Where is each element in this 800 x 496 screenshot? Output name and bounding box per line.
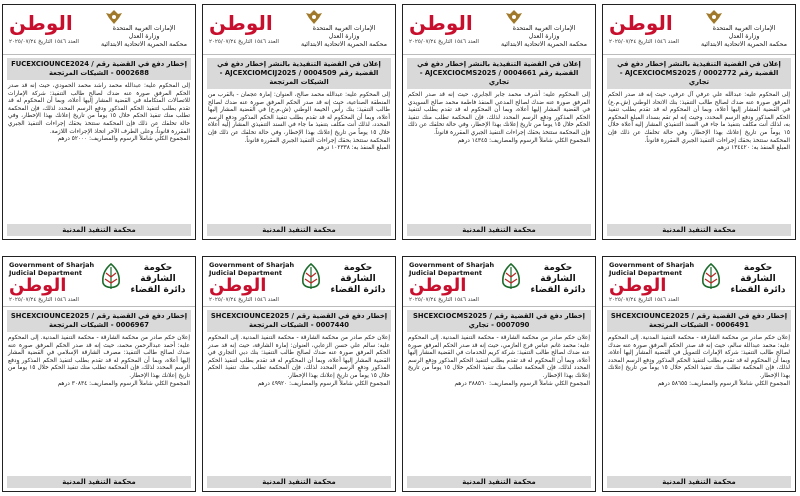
newspaper-logo: الوطن [209, 275, 267, 296]
notice-body [203, 89, 395, 239]
notice-text: إعلان حكم صادر من محكمة الشارقة - محكمة التنفيذ المدنية. إلى المحكوم عليه: سالم علي حسن الزعابي، العنوان: إمارة الشارقة، حيث إنه قد صدر الحكم المرفق صورة عنه ضدك لصالح طالب التنفيذ: بنك دبي التجاري في القضية المشار إليها أعلاه، وبما أن المحكوم له قد تقدم بطلب لتنفيذ الحكم المذكور ودفع الرسم المحدد لذلك، فإن المحكمة تطلب منك تنفيذ الحكم خلال ١٥ يوماً من تاريخ إعلانك بهذا الإخطار. [208, 335, 390, 379]
notice-amount: المجموع الكلي شاملاً الرسوم والمصاريف: ٥٢٠٠٠ درهم [57, 136, 190, 143]
sharjah-emblem-icon [299, 263, 323, 293]
newspaper-logo: الوطن [9, 11, 73, 35]
authority-name: الإمارات العربية المتحدة وزارة العدل محكمة الحمرية الاتحادية الابتدائية [301, 25, 387, 48]
newspaper-logo: الوطن [609, 275, 667, 296]
notice-text: إلى المحكوم عليه: عبدالله علي عرفي آل عرفي، حيث إنه قد صدر الحكم المرفق صورة عنه ضدك لصالح طالب التنفيذ: بنك الاتحاد الوطني (ش.م.ع) في القضية المشار إليها أعلاه، وبما أن المحكوم له قد تقدم بطلب تنفيذ الحكم المذكور ودفع الرسم المحدد، وحيث إنه لم تقم بسداد المبلغ المحكوم به، لذلك أنت مكلف بتنفيذ ما جاء في السند التنفيذي المشار إليه أعلاه خلال ١٥ يوماً من تاريخ إعلانك بهذا الإخطار، وفي حالة تخلفك عن ذلك فإن المحكمة ستتخذ بحقك إجراءات التنفيذ الجبري المقررة قانوناً. [608, 92, 790, 144]
issue-date: العدد ١٥٤٦ التاريخ ٢٠٢٥/٠٧/٢٤ [209, 39, 279, 45]
notice-header [203, 257, 395, 307]
notice-header [203, 5, 395, 55]
authority-name: الإمارات العربية المتحدة وزارة العدل محكمة الحمرية الاتحادية الابتدائية [701, 25, 787, 48]
issue-date: العدد ١٥٤٦ التاريخ ٢٠٢٥/٠٧/٢٤ [209, 297, 279, 303]
uae-emblem-icon [105, 9, 123, 25]
court-footer: محكمة التنفيذ المدنية [7, 476, 191, 488]
notice-body [603, 332, 795, 468]
issue-date: العدد ١٥٤٦ التاريخ ٢٠٢٥/٠٧/٢٤ [609, 297, 679, 303]
notice-text: إلى المحكوم عليه: عبدالله محمد راشد محمد الحمودي، حيث إنه قد صدر الحكم المرفق صورة عنه ضدك لصالح طالب التنفيذ: شركة الإمارات للاتصالات المتكاملة في القضية المشار إليها أعلاه، وبما أن المحكوم له قد تقدم بطلب لتنفيذ الحكم المذكور ودفع الرسم المحدد لذلك، فإن المحكمة تطلب منك تنفيذ الحكم خلال ١٥ يوماً من تاريخ إعلانك بهذا الإخطار، وفي حالة تخلفك عن ذلك فإن المحكمة ستتخذ بحقك إجراءات التنفيذ الجبري المقررة قانوناً، وعلى الطرف الآخر اتخاذ الإجراءات اللازمة. [8, 83, 191, 135]
notice-text: إعلان حكم صادر من محكمة الشارقة - محكمة التنفيذ المدنية. إلى المحكوم عليه: محمد غانم عباس فرج العازمي، حيث إنه قد صدر الحكم المرفق صورة عنه ضدك لصالح طالب التنفيذ: شركة كريم للخدمات في القضية المشار إليها أعلاه، وبما أن المحكوم له قد تقدم بطلب لتنفيذ الحكم المذكور ودفع الرسم المحدد لذلك، فإن المحكمة تطلب منك تنفيذ الحكم خلال ١٥ يوماً من تاريخ إعلانك بهذا الإخطار. [408, 335, 590, 379]
notice-1 [602, 4, 796, 240]
sharjah-authority-ar: حكومة الشارقة دائرة القضاء [530, 263, 586, 295]
issue-date: العدد ١٥٤٦ التاريخ ٢٠٢٥/٠٧/٢٤ [409, 297, 479, 303]
notice-amount: المجموع الكلي شاملاً الرسوم والمصاريف: ٣٨٨٥٦٠ درهم [454, 380, 590, 387]
authority-name: الإمارات العربية المتحدة وزارة العدل محكمة الحمرية الاتحادية الابتدائية [101, 25, 187, 48]
notice-header [603, 5, 795, 55]
notice-amount: المجموع الكلي شاملاً الرسوم والمصاريف: ٤٩٩٢٠ درهم [257, 380, 390, 387]
court-footer: محكمة التنفيذ المدنية [207, 224, 391, 236]
notice-header [603, 257, 795, 307]
sharjah-authority-ar: حكومة الشارقة دائرة القضاء [730, 263, 786, 295]
notice-2 [402, 4, 596, 240]
sharjah-emblem-icon [699, 263, 723, 293]
notice-text: إلى المحكوم عليه: أشرف محمد جابر الجابري، حيث إنه قد صدر الحكم المرفق صورة عنه ضدك لصالح المدعي المنفذ فاطمة محمد صالح السويدي في القضية المشار إليها أعلاه، وبما أن المحكوم له قد تقدم بطلب لتنفيذ الحكم المذكور ودفع الرسم المحدد لذلك، فإن المحكمة تطلب منك تنفيذ الحكم خلال ١٥ يوماً من تاريخ إعلانك بهذا الإخطار، وفي حالة تخلفك عن ذلك فإن المحكمة ستتخذ بحقك إجراءات التنفيذ الجبري المقررة قانوناً. [408, 92, 590, 136]
sharjah-emblem-icon [99, 263, 123, 293]
notice-body [3, 332, 195, 468]
notice-title: إخطار دفع في القضية رقم SHCEXCIOUNCE2025 / 0006491 - الشيكات المرتجعة [607, 310, 791, 332]
notice-header [3, 5, 195, 55]
notice-body [603, 89, 795, 239]
court-footer: محكمة التنفيذ المدنية [7, 224, 191, 236]
notice-amount: المبلغ المنفذ به: ١٠٢٣٣٨ درهم [317, 145, 390, 152]
notice-amount: المجموع الكلي شاملاً الرسوم والمصاريف: ٥٨٦٥٥ درهم [657, 380, 790, 387]
authority-name: الإمارات العربية المتحدة وزارة العدل محكمة الحمرية الاتحادية الابتدائية [501, 25, 587, 48]
uae-emblem-icon [505, 9, 523, 25]
newspaper-logo: الوطن [409, 275, 467, 296]
sharjah-authority-en: Government of Sharjah Judicial Department [9, 261, 95, 277]
notice-4 [2, 4, 196, 240]
sharjah-authority-en: Government of Sharjah Judicial Department [609, 261, 695, 277]
notice-text: إعلان حكم صادر من محكمة الشارقة - محكمة التنفيذ المدنية. إلى المحكوم عليه: أحمد عبدالرحمن محمد، حيث إنه قد صدر الحكم المرفق صورة عنه ضدك لصالح طالب التنفيذ: مصرف الشارقة الإسلامي في القضية المشار إليها أعلاه، وبما أن المحكوم له قد تقدم بطلب لتنفيذ الحكم المذكور ودفع الرسم المحدد لذلك، فإن المحكمة تطلب منك تنفيذ الحكم خلال ١٥ يوماً من تاريخ إعلانك بهذا الإخطار. [8, 335, 191, 379]
issue-date: العدد ١٥٤٦ التاريخ ٢٠٢٥/٠٧/٢٤ [609, 39, 679, 45]
notice-title: إخطار دفع في القضية رقم SHCEXCIOUNCE2025 / 0007440 - الشيكات المرتجعة [207, 310, 391, 332]
court-footer: محكمة التنفيذ المدنية [607, 476, 791, 488]
newspaper-logo: الوطن [609, 11, 673, 35]
sharjah-authority-en: Government of Sharjah Judicial Department [409, 261, 495, 277]
notice-title: إخطار دفع في القضية رقم SHCEXCIOCMS2025 / 0007090 - تجاري [407, 310, 591, 332]
notice-amount: المجموع الكلي شاملاً الرسوم والمصاريف: ٣٠٨٣٤ درهم [57, 380, 190, 387]
notice-body [403, 332, 595, 468]
uae-emblem-icon [705, 9, 723, 25]
notice-title: إعلان في القضية التنفيذية بالنشر إخطار دفع في القضية رقم AJCEXCIOMCIJ2025 / 0004509 - الشيكات المرتجعة [207, 58, 391, 89]
notice-body [203, 332, 395, 468]
notice-text: إعلان حكم صادر من محكمة الشارقة - محكمة التنفيذ المدنية. إلى المحكوم عليه: محمد عبدالله سالم، حيث إنه قد صدر الحكم المرفق صورة عنه ضدك لصالح طالب التنفيذ: شركة الإمارات للتمويل في القضية المشار إليها أعلاه، وبما أن المحكوم له قد تقدم بطلب لتنفيذ الحكم المذكور ودفع الرسم المحدد لذلك، فإن المحكمة تطلب منك تنفيذ الحكم خلال ١٥ يوماً من تاريخ إعلانك بهذا الإخطار. [608, 335, 790, 379]
notice-body [3, 80, 195, 230]
notice-amount: المجموع الكلي شاملاً الرسوم والمصاريف: ١٤٣٤٥ درهم [457, 137, 590, 144]
sharjah-authority-en: Government of Sharjah Judicial Department [209, 261, 295, 277]
notice-header [3, 257, 195, 307]
issue-date: العدد ١٥٤٦ التاريخ ٢٠٢٥/٠٧/٢٤ [409, 39, 479, 45]
notice-8 [2, 256, 196, 492]
notice-text: إلى المحكوم عليه: عبدالله محمد صالح، العنوان: إمارة عجمان - بالقرب من المنطقة الصناعية، حيث إنه قد صدر الحكم المرفق صورة عنه ضدك لصالح طالب التنفيذ: بنك رأس الخيمة الوطني (ش.م.ع) في القضية المشار إليها أعلاه، وبما أن المحكوم له قد تقدم بطلب تنفيذ الحكم المذكور ودفع الرسم المحدد، لذلك أنت مكلف بتنفيذ ما جاء في السند التنفيذي المشار إليه أعلاه خلال ١٥ يوماً من تاريخ إعلانك بهذا الإخطار، وفي حالة تخلفك عن ذلك فإن المحكمة ستتخذ بحقك إجراءات التنفيذ الجبري المقررة قانوناً. [208, 92, 390, 144]
sharjah-authority-ar: حكومة الشارقة دائرة القضاء [330, 263, 386, 295]
notice-title: إخطار دفع في القضية رقم FUCEXCIOUNCE2024 / 0002688 - الشيكات المرتجعة [7, 58, 191, 80]
notice-title: إعلان في القضية التنفيذية بالنشر إخطار دفع في القضية رقم AJCEXCIOCMS2025 / 0004661 - تجاري [407, 58, 591, 89]
court-footer: محكمة التنفيذ المدنية [407, 224, 591, 236]
notice-header [403, 257, 595, 307]
notice-5 [602, 256, 796, 492]
sharjah-authority-ar: حكومة الشارقة دائرة القضاء [130, 263, 186, 295]
issue-date: العدد ١٥٤٦ التاريخ ٢٠٢٥/٠٧/٢٤ [9, 39, 79, 45]
court-footer: محكمة التنفيذ المدنية [607, 224, 791, 236]
uae-emblem-icon [305, 9, 323, 25]
notice-body [403, 89, 595, 239]
court-footer: محكمة التنفيذ المدنية [207, 476, 391, 488]
notice-title: إعلان في القضية التنفيذية بالنشر إخطار دفع في القضية رقم AJCEXCIOCMS2025 / 0002772 - تجاري [607, 58, 791, 89]
sharjah-emblem-icon [499, 263, 523, 293]
newspaper-logo: الوطن [409, 11, 473, 35]
notice-amount: المبلغ المنفذ به: ١٣٤٤٢٠ درهم [717, 145, 790, 152]
notice-6 [402, 256, 596, 492]
notice-7 [202, 256, 396, 492]
newspaper-logo: الوطن [9, 275, 67, 296]
notice-3 [202, 4, 396, 240]
notice-title: إخطار دفع في القضية رقم SHCEXCIOUNCE2025 / 0006967 - الشيكات المرتجعة [7, 310, 191, 332]
newspaper-logo: الوطن [209, 11, 273, 35]
issue-date: العدد ١٥٤٦ التاريخ ٢٠٢٥/٠٧/٢٤ [9, 297, 79, 303]
court-footer: محكمة التنفيذ المدنية [407, 476, 591, 488]
notice-header [403, 5, 595, 55]
